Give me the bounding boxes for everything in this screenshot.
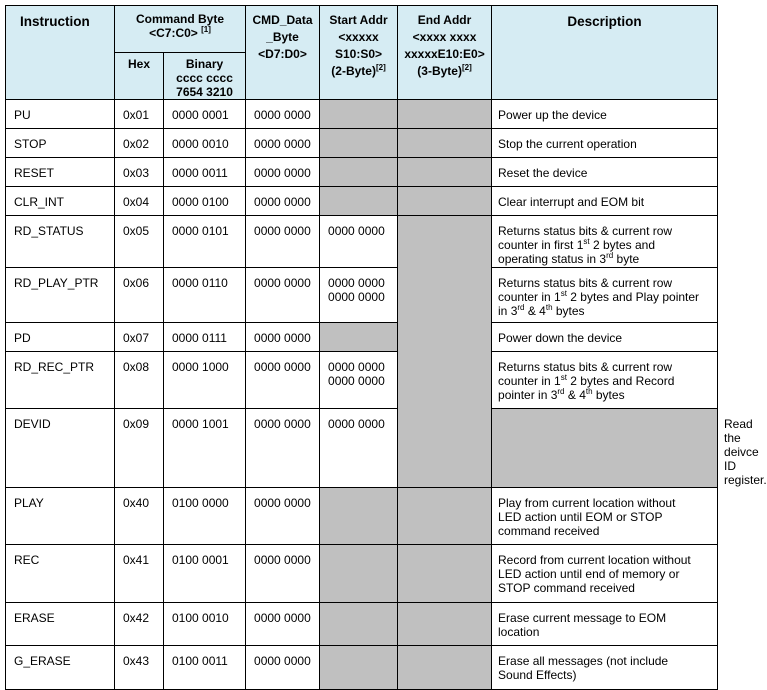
description-line: Stop the current operation	[498, 137, 637, 151]
end-addr-line4: (3-Byte)	[417, 64, 462, 78]
hex-cell: 0x40	[115, 488, 164, 545]
start-addr-cell-empty	[320, 488, 398, 545]
instruction-cell: PU	[6, 100, 115, 129]
binary-cell: 0000 0001	[164, 100, 246, 129]
description-line: pointer in 3rd & 4th bytes	[498, 387, 625, 402]
instruction-cell: RD_STATUS	[6, 216, 115, 268]
end-addr-cell-empty	[398, 488, 492, 545]
description-line: Returns status bits & current row	[498, 224, 673, 238]
description-line: Erase all messages (not include	[498, 654, 669, 668]
description-cell	[492, 352, 718, 409]
start-addr-cell-empty	[320, 187, 398, 216]
end-addr-footnote: [2]	[461, 63, 472, 72]
header-hex: Hex	[115, 53, 164, 100]
description-cell	[492, 216, 718, 268]
start-addr-value: 0000 0000	[328, 224, 385, 238]
instruction-cell: RESET	[6, 158, 115, 187]
description-line: counter in 1st 2 bytes and Record	[498, 373, 675, 388]
binary-cell: 0100 0010	[164, 603, 246, 646]
description-cell	[492, 187, 718, 216]
end-addr-cell-empty	[398, 100, 492, 129]
start-addr-value: 0000 0000	[328, 276, 385, 290]
description-line: Sound Effects)	[498, 668, 577, 682]
binary-cell: 0000 0100	[164, 187, 246, 216]
data-cell: 0000 0000	[246, 216, 320, 268]
description-cell	[492, 100, 718, 129]
end-addr-line3: xxxxxE10:E0>	[404, 47, 485, 61]
end-addr-cell-empty	[398, 216, 492, 488]
binary-line3: 7654 3210	[176, 85, 233, 99]
binary-line1: Binary	[185, 57, 224, 71]
binary-cell: 0000 0101	[164, 216, 246, 268]
end-addr-cell-empty	[398, 129, 492, 158]
header-command-byte	[115, 6, 246, 53]
start-addr-cell-empty	[320, 545, 398, 603]
end-addr-line1: End Addr	[417, 13, 472, 27]
hex-cell: 0x04	[115, 187, 164, 216]
start-addr-line1: Start Addr	[329, 13, 388, 27]
start-addr-line4: (2-Byte)	[331, 64, 376, 78]
instruction-table	[5, 5, 767, 690]
end-addr-cell-empty	[398, 646, 492, 690]
description-line: Play from current location without	[498, 496, 676, 510]
end-addr-line2: <xxxx xxxx	[412, 30, 477, 44]
description-line: Record from current location without	[498, 553, 691, 567]
table-row	[6, 488, 718, 545]
table-row	[6, 545, 718, 603]
start-addr-cell-empty	[320, 603, 398, 646]
table-row	[6, 646, 718, 690]
description-line: STOP command received	[498, 581, 635, 595]
description-line: counter in first 1st 2 bytes and	[498, 237, 656, 252]
description-cell	[492, 603, 718, 646]
description-line: Erase current message to EOM	[498, 611, 667, 625]
data-cell: 0000 0000	[246, 545, 320, 603]
binary-cell: 0000 0011	[164, 158, 246, 187]
cmd-data-line3: <D7:D0>	[258, 47, 307, 61]
description-line: LED action until EOM or STOP	[498, 510, 663, 524]
command-byte-title: Command Byte	[136, 12, 225, 26]
table-row: DEVID 0x09 0000 1001 0000 0000 0000 0000 Read the deivce ID register.	[6, 409, 718, 488]
start-addr-footnote: [2]	[375, 63, 386, 72]
instruction-cell: REC	[6, 545, 115, 603]
table-row	[6, 129, 718, 158]
binary-cell: 0000 0110	[164, 268, 246, 323]
instruction-cell: STOP	[6, 129, 115, 158]
instruction-cell: G_ERASE	[6, 646, 115, 690]
header-end-addr	[398, 6, 492, 100]
instruction-cell: ERASE	[6, 603, 115, 646]
header-instruction: Instruction	[6, 6, 115, 100]
description-line: in 3rd & 4th bytes	[498, 303, 585, 318]
command-byte-range: <C7:C0>	[149, 26, 198, 40]
binary-cell: 0000 0111	[164, 323, 246, 352]
description-cell	[492, 323, 718, 352]
start-addr-cell-empty	[320, 158, 398, 187]
description-cell	[492, 646, 718, 690]
end-addr-cell-empty	[398, 545, 492, 603]
start-addr-line2: <xxxxx	[338, 30, 379, 44]
header-start-addr	[320, 6, 398, 100]
hex-cell: 0x03	[115, 158, 164, 187]
header-description: Description	[492, 6, 718, 100]
description-line: Returns status bits & current row	[498, 276, 673, 290]
description-cell	[492, 488, 718, 545]
header-binary	[164, 53, 246, 100]
instruction-cell: CLR_INT	[6, 187, 115, 216]
binary-line2: cccc cccc	[176, 71, 233, 85]
table-row	[6, 158, 718, 187]
binary-cell: 0100 0011	[164, 646, 246, 690]
end-addr-cell-empty	[398, 603, 492, 646]
header-cmd-data	[246, 6, 320, 100]
description-line: operating status in 3rd byte	[498, 251, 640, 266]
table-row	[6, 603, 718, 646]
data-cell: 0000 0000	[246, 100, 320, 129]
binary-cell: 0100 0000	[164, 488, 246, 545]
table-row	[6, 100, 718, 129]
hex-cell: 0x07	[115, 323, 164, 352]
start-addr-value: 0000 0000	[328, 374, 385, 388]
hex-cell: 0x06	[115, 268, 164, 323]
description-line: location	[498, 625, 540, 639]
instruction-cell: DEVID	[6, 409, 115, 488]
table-row	[6, 187, 718, 216]
hex-cell: 0x42	[115, 603, 164, 646]
description-line: LED action until end of memory or	[498, 567, 680, 581]
description-line: Power down the device	[498, 331, 623, 345]
binary-cell: 0000 0010	[164, 129, 246, 158]
description-cell	[492, 158, 718, 187]
description-line: command received	[498, 524, 600, 538]
data-cell: 0000 0000	[246, 268, 320, 323]
hex-cell: 0x05	[115, 216, 164, 268]
description-line: Clear interrupt and EOM bit	[498, 195, 645, 209]
start-addr-value: 0000 0000	[328, 360, 385, 374]
start-addr-cell-empty	[320, 100, 398, 129]
end-addr-cell-empty	[398, 187, 492, 216]
description-line: counter in 1st 2 bytes and Play pointer	[498, 289, 700, 304]
start-addr-cell-empty	[320, 129, 398, 158]
hex-cell: 0x41	[115, 545, 164, 603]
start-addr-cell	[320, 268, 398, 323]
instruction-cell: PD	[6, 323, 115, 352]
start-addr-value: 0000 0000	[328, 290, 385, 304]
cmd-data-line1: CMD_Data	[252, 13, 313, 27]
start-addr-line3: S10:S0>	[334, 47, 383, 61]
instruction-cell: PLAY	[6, 488, 115, 545]
data-cell: 0000 0000	[246, 603, 320, 646]
data-cell: 0000 0000	[246, 646, 320, 690]
table-row	[6, 352, 718, 409]
hex-cell: 0x08	[115, 352, 164, 409]
binary-cell: 0000 1001	[164, 409, 246, 488]
binary-cell: 0000 1000	[164, 352, 246, 409]
table-row	[6, 268, 718, 323]
cmd-data-line2: _Byte	[266, 30, 299, 44]
start-addr-value: 0000 0000	[328, 417, 385, 431]
start-addr-cell-empty	[320, 646, 398, 690]
description-cell	[492, 545, 718, 603]
start-addr-cell	[320, 409, 398, 488]
hex-cell: 0x01	[115, 100, 164, 129]
description-cell	[492, 129, 718, 158]
data-cell: 0000 0000	[246, 409, 320, 488]
hex-cell: 0x43	[115, 646, 164, 690]
end-addr-cell-empty	[492, 409, 718, 488]
start-addr-cell-empty	[320, 323, 398, 352]
start-addr-cell	[320, 216, 398, 268]
description-line: Reset the device	[498, 166, 588, 180]
data-cell: 0000 0000	[246, 187, 320, 216]
description-cell	[492, 268, 718, 323]
end-addr-cell-empty	[398, 158, 492, 187]
description-line: Power up the device	[498, 108, 607, 122]
data-cell: 0000 0000	[246, 158, 320, 187]
start-addr-cell	[320, 352, 398, 409]
binary-cell: 0100 0001	[164, 545, 246, 603]
instruction-cell: RD_PLAY_PTR	[6, 268, 115, 323]
instruction-cell: RD_REC_PTR	[6, 352, 115, 409]
hex-cell: 0x02	[115, 129, 164, 158]
data-cell: 0000 0000	[246, 352, 320, 409]
table-row	[6, 216, 718, 268]
data-cell: 0000 0000	[246, 323, 320, 352]
table-row	[6, 323, 718, 352]
hex-cell: 0x09	[115, 409, 164, 488]
description-line: Returns status bits & current row	[498, 360, 673, 374]
command-byte-footnote: [1]	[201, 25, 211, 34]
data-cell: 0000 0000	[246, 488, 320, 545]
data-cell: 0000 0000	[246, 129, 320, 158]
